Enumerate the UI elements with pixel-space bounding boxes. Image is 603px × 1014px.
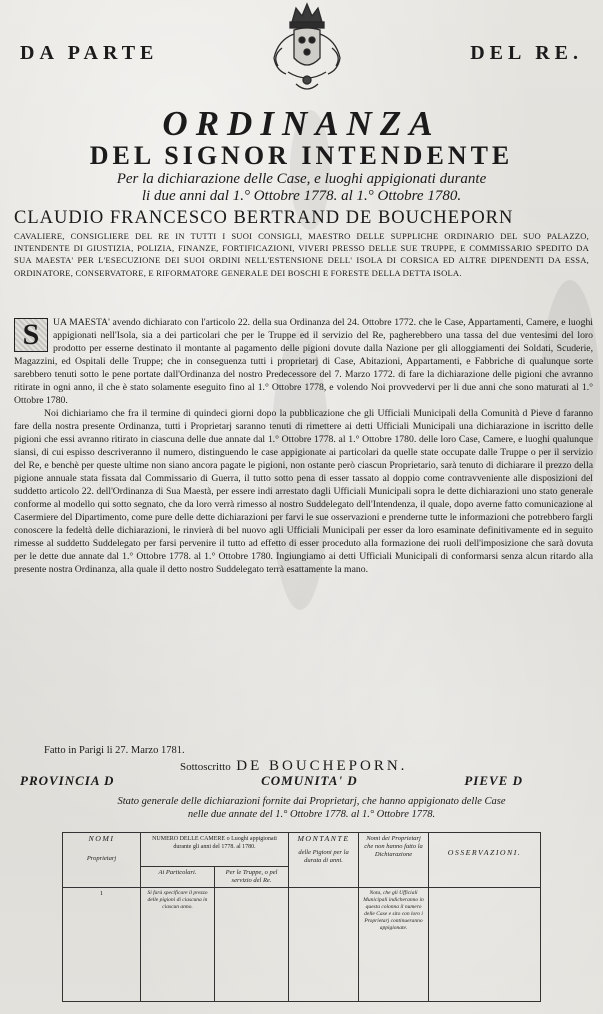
document-title: ORDINANZA: [162, 104, 441, 143]
col-osservazioni: [429, 833, 541, 888]
table-row: [63, 888, 541, 1002]
col-particolari: Ai Particolari.: [141, 867, 215, 888]
signed-label: Sottoscritto: [180, 761, 231, 773]
col-nomi-non-dichiarati: Nomi dei Proprietarj che non hanno fatto la Dichiarazione: [359, 833, 429, 888]
purpose-line-1: Per la dichiarazione delle Case, e luoghi appigionati durante: [116, 171, 487, 187]
col-truppe: Per le Truppe, o pel servizio del Re.: [215, 867, 289, 888]
row-number: 1: [63, 888, 141, 1002]
location-line: [20, 773, 583, 789]
row-note-ufficiali: Nota, che gli Ufficiali Municipali indicheranno in questa colonna il numero delle Case e sito con loro i Proprietarj continueranno appigionate.: [359, 888, 429, 1002]
table-header-row: [63, 833, 541, 867]
provincia-label: PROVINCIA D: [20, 773, 115, 788]
table-caption: [60, 795, 563, 821]
author-name: CLAUDIO FRANCESCO BERTRAND DE BOUCHEPORN: [14, 208, 514, 228]
pieve-label: PIEVE D: [464, 773, 523, 788]
caption-line-1: Stato generale delle dichiarazioni fornite dai Proprietarj, che hanno appigionato delle Case: [117, 796, 506, 807]
header-left: DA PARTE: [20, 42, 159, 64]
col-osservazioni-title: OSSERVAZIONI.: [447, 848, 522, 857]
drop-cap: S: [14, 318, 48, 352]
caption-line-2: nelle due annate del 1.° Ottobre 1778. al 1.° Ottobre 1778.: [187, 809, 436, 820]
col-montante-title: MONTANTE: [297, 834, 350, 843]
declaration-table: [62, 832, 541, 1002]
author-titles: CAVALIERE, CONSIGLIERE DEL RE IN TUTTI I SUOI CONSIGLI, MAESTRO DELLE SUPPLICHE ORDINARIO DEL SUO PALAZZO, INTENDENTE DI GIUSTIZIA, POLIZIA, FINANZE, FORTIFICAZIONI, VIVERI PRESSO DELLE SUE TRUPPE, E COMMISSARIO SPEDITO DA SUA MAESTA' PER L'ESECUZIONE DEI SUOI ORDINI NELL'ESTENSIONE DELL' ISOLA DI CORSICA ED ALTRE DIPENDENTI DA ESSA, ORDINATORE, CONSERVATORE, E RIFORMATORE GENERALE DEI BOSCHI E FORESTE DELLA DETTA ISOLA.: [14, 231, 589, 278]
col-nomi: [63, 833, 141, 888]
empty-cell: [429, 888, 541, 1002]
document-subtitle: DEL SIGNOR INTENDENTE: [89, 141, 514, 170]
empty-cell: [215, 888, 289, 1002]
date-place: Fatto in Parigi li 27. Marzo 1781.: [44, 745, 185, 756]
signature-name: DE BOUCHEPORN.: [236, 758, 408, 774]
paragraph-2: Noi dichiariamo che fra il termine di quindeci giorni dopo la pubblicazione che gli Ufficiali Municipali della Comunità d Pieve d faranno fare della nostra presente Ordinanza, tutti i Proprietarj saranno tenuti di rimettere ai detti Ufficiali Municipali una dichiarazione in iscritto delle pigioni che essi avranno ritirato in ciascuna delle due annate dal 1.° Ottobre 1778. al 1.° Ottobre 1780. delle loro Case, Camere, e luoghi qualunque siansi, di cui espisso descriveranno il numero, distinguendo le case appigionate ai particolari da quelle state occupate dalle Truppe o per il servizio del Re, e benchè per queste ultime non siano ancora pagate le pigioni, non ostante però ciascun Proprietario, sarà tenuto di dichiarare il prezzo della pigione annuale stata fissata dal Commissario di Guerra, il tutto sotto pena di esser tassato al doppio come contravveniente alle disposizioni del suddetto articolo 22. dell'Ordinanza di Sua Maestà, per essere indi arrestato dagli Ufficiali Municipali sopra le dette dichiarazioni uno stato generale conforme al modello qui sotto segnato, che da loro verrà rimesso al nostro Suddelegato dell'Intendenza, il quale, dopo averne fatto comunicazione al Casermiere del Dipartimento, come pure delle dette dichiarazioni per farvi le sue osservazioni e prenderne tutte le informazioni che potrebbero fargli conoscere la fedeltà delle dichiarazioni, le rinvierà di bel nuovo agli Ufficiali Municipali per esser da loro esaminate definitivamente ed in seguito rimesse al suddetto Suddelegato per farsi pervenire il tutto ad effetto di esser proceduto alla formazione dei ruoli dell'imposizione che sarà dovuta per le dette due annate dal 1.° Ottobre 1778. al 1.° Ottobre 1780. Ingiungiamo ai detti Ufficiali Municipali di conformarsi senza alcun ritardo alla presente nostra Ordinanza, alla quale il detto nostro Suddelegato terrà esattamente la mano.: [14, 408, 593, 575]
col-numero: NUMERO DELLE CAMERE o Luoghi appigionati durante gli anni del 1778. al 1780.: [141, 833, 289, 867]
ordinance-body: [14, 316, 593, 576]
header-line: [20, 42, 583, 65]
col-montante-sub: delle Pigioni per la durata di anni.: [298, 849, 349, 864]
document-purpose: [30, 171, 573, 205]
row-note-prezzo: Si farà specificare il prezzo delle pigioni di ciascuna in ciascun anno.: [141, 888, 215, 1002]
col-montante: [289, 833, 359, 888]
purpose-line-2: li due anni dal 1.° Ottobre 1778. al 1.° Ottobre 1780.: [141, 188, 462, 204]
col-nomi-title: NOMI: [88, 834, 115, 843]
empty-cell: [289, 888, 359, 1002]
paragraph-1: UA MAESTA' avendo dichiarato con l'articolo 22. della sua Ordinanza del 24. Ottobre 1772. che le Case, Appartamenti, Camere, e luoghi appigionati nell'Isola, sia a dei particolari che per le Truppe ed il servizio del Re, pagherebbero una tassa del due ventesimi del loro prodotto per esserne destinato il montante al pagamento delle pigioni dovute dalla Nazione per gli alloggiamenti dei Soldati, Scuderie, Magazzini, ed Ospitali delle Truppe; che in conseguenza tutti i proprietarj di Case, Abitazioni, Appartamenti, e Fabbriche di qualunque sorte sarebbero tenuti sotto le pene portate dall'Ordinanza del nostro Predecessore del 7. Marzo 1772. di fare la dichiarazione delle pigioni che avranno ritirate in ogni anno, il che è stato solamente eseguito fino al 1.° Ottobre 1778, e volendo Noi provvedervi per li due anni che sono maturati al 1.° Ottobre 1780.: [14, 317, 593, 406]
header-right: DEL RE.: [470, 42, 583, 64]
comunita-label: COMUNITA' D: [261, 773, 358, 788]
col-nomi-sub: Proprietarj: [86, 855, 117, 862]
